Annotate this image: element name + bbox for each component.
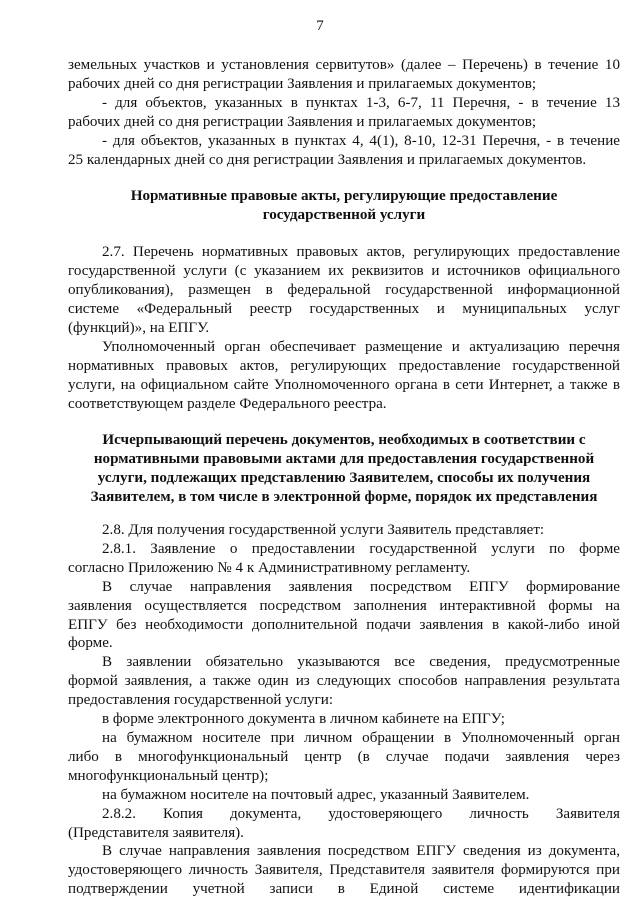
text-line: системе «Федеральный реестр государственных и муниципальных услуг [68, 300, 620, 317]
text-line: согласно Приложению № 4 к Административному регламенту. [68, 559, 471, 576]
paragraph-continuation [68, 56, 620, 94]
paragraph-2-8-1 [68, 540, 620, 578]
text-line: рабочих дней со дня регистрации Заявления и прилагаемых документов; [68, 113, 537, 130]
text-line: предоставления государственной услуги: [68, 692, 334, 709]
text-line: земельных участков и установления сервитутов» (далее – Перечень) в течение 10 [68, 57, 620, 73]
text-line: (функций)», на ЕПГУ. [68, 319, 210, 336]
text-line: 25 календарных дней со дня регистрации Заявления и прилагаемых документов. [68, 151, 587, 168]
text-line: ЕПГУ без необходимости дополнительной подачи заявления в какой-либо иной [68, 616, 620, 633]
paragraph-2-8: 2.8. Для получения государственной услуги Заявитель представляет: [102, 522, 545, 539]
paragraph-2-8-1-c [68, 653, 620, 710]
heading-line: государственной услуги [262, 207, 426, 224]
text-line: 2.7. Перечень нормативных правовых актов, регулирующих предоставление [102, 244, 620, 261]
text-line: государственной услуги (с указанием их реквизитов и источников официального [68, 263, 620, 280]
section-heading-documents-list [68, 431, 620, 507]
paragraph-2-8-2-b [68, 842, 620, 899]
document-body [68, 56, 620, 899]
heading-line: Нормативные правовые акты, регулирующие предоставление [130, 188, 558, 205]
text-line: многофункциональный центр); [68, 767, 269, 784]
text-line: соответствующем разделе Федерального реестра. [68, 395, 387, 412]
text-line: либо в многофункциональный центр (в случае подачи заявления через [68, 748, 620, 765]
paragraph-2-8-1-b [68, 578, 620, 654]
text-line: рабочих дней со дня регистрации Заявления и прилагаемых документов; [68, 75, 537, 92]
text-line: 2.8.2. Копия документа, удостоверяющего личность Заявителя [102, 805, 620, 822]
text-line: - для объектов, указанных в пунктах 1-3, 6-7, 11 Перечня, - в течение 13 [102, 94, 620, 111]
text-line: - для объектов, указанных в пунктах 4, 4(1), 8-10, 12-31 Перечня, - в течение [102, 132, 620, 149]
text-line: формой заявления, а также один из следующих способов направления результата [68, 673, 620, 690]
list-item-25-days [68, 132, 620, 170]
text-line: В случае направления заявления посредством ЕПГУ формирование [102, 578, 620, 595]
text-line: удостоверяющего личность Заявителя, Представителя заявителя формируются при [68, 862, 620, 879]
text-line: Уполномоченный орган обеспечивает размещение и актуализацию перечня [102, 338, 620, 355]
text-line: на бумажном носителе при личном обращении в Уполномоченный орган [102, 730, 620, 746]
heading-line: Исчерпывающий перечень документов, необходимых в соответствии с [102, 432, 586, 449]
text-line: В заявлении обязательно указываются все сведения, предусмотренные [102, 654, 620, 671]
delivery-option-in-person [68, 729, 620, 786]
text-line: В случае направления заявления посредством ЕПГУ сведения из документа, [102, 843, 620, 860]
page-number: 7 [316, 18, 324, 34]
text-line: форме. [68, 635, 113, 652]
list-item-13-days [68, 94, 620, 132]
paragraph-2-7-b [68, 338, 620, 414]
section-heading-legal-acts [68, 187, 620, 225]
paragraph-2-8-2 [68, 805, 620, 843]
heading-line: Заявителем, в том числе в электронной форме, порядок их представления [90, 489, 598, 506]
heading-line: услуги, подлежащих представлению Заявителем, способы их получения [97, 470, 591, 487]
delivery-option-post: на бумажном носителе на почтовый адрес, указанный Заявителем. [102, 786, 530, 803]
heading-line: нормативными правовыми актами для предоставления государственной [93, 451, 595, 468]
text-line: заявления осуществляется посредством заполнения интерактивной формы на [68, 597, 620, 614]
text-line: подтверждении учетной записи в Единой системе идентификации [68, 881, 620, 898]
text-line: опубликования), размещен в федеральной государственной информационной [68, 282, 620, 299]
text-line: услуги, на официальном сайте Уполномоченного органа в сети Интернет, а также в [68, 376, 620, 393]
paragraph-2-7 [68, 243, 620, 338]
delivery-option-electronic: в форме электронного документа в личном кабинете на ЕПГУ; [102, 711, 505, 728]
text-line: нормативных правовых актов, регулирующих предоставление государственной [68, 357, 620, 374]
text-line: (Представителя заявителя). [68, 824, 244, 841]
text-line: 2.8.1. Заявление о предоставлении государственной услуги по форме [102, 540, 620, 557]
